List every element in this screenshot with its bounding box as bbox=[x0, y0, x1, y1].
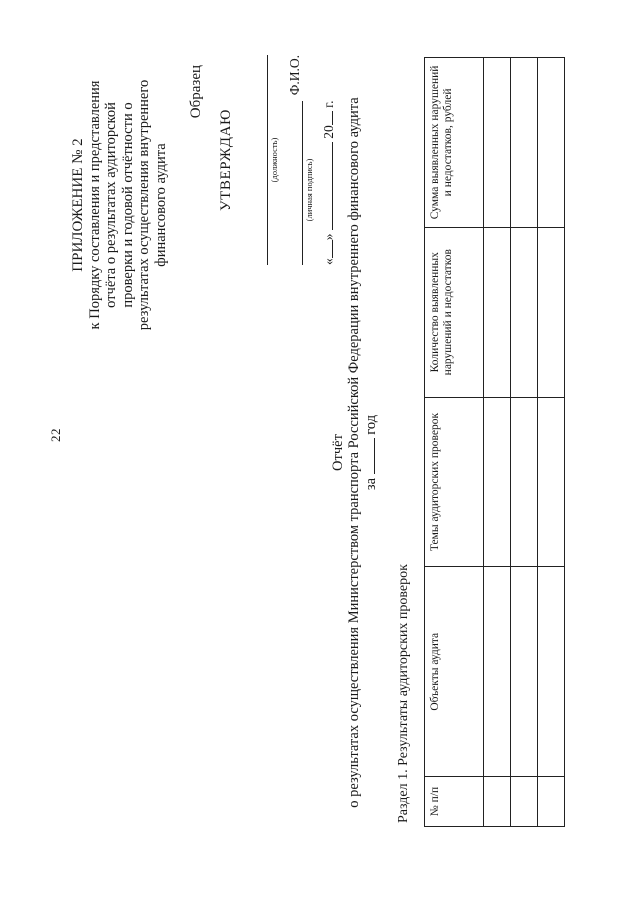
table-cell bbox=[484, 58, 511, 228]
appendix-line: результатах осуществления внутреннего bbox=[136, 79, 152, 331]
table-header-row bbox=[425, 58, 484, 827]
column-header-topics: Темы аудиторских проверок bbox=[425, 397, 484, 567]
section-title: Раздел 1. Результаты аудиторских проверок bbox=[396, 564, 411, 823]
fio-label: Ф.И.О. bbox=[287, 55, 302, 96]
table-cell bbox=[538, 777, 565, 827]
quote-close: » bbox=[321, 233, 336, 241]
sample-label: Образец bbox=[188, 65, 204, 119]
table-cell bbox=[511, 567, 538, 777]
table-cell bbox=[484, 567, 511, 777]
table-cell bbox=[511, 777, 538, 827]
table-cell bbox=[511, 227, 538, 397]
table-cell bbox=[538, 227, 565, 397]
report-year-prefix: за bbox=[363, 477, 379, 491]
report-year-suffix: год bbox=[363, 414, 379, 435]
table-cell bbox=[484, 227, 511, 397]
table-cell bbox=[538, 397, 565, 567]
table-row bbox=[511, 58, 538, 827]
appendix-line: отчёта о результатах аудиторской bbox=[103, 102, 119, 308]
report-year-blank bbox=[362, 438, 375, 474]
report-year bbox=[362, 0, 379, 905]
approval-title: УТВЕРЖДАЮ bbox=[218, 108, 234, 212]
table-cell bbox=[484, 397, 511, 567]
page-number: 22 bbox=[48, 428, 63, 442]
audit-results-table bbox=[424, 57, 565, 827]
appendix-line: проверки и годовой отчётности о bbox=[119, 102, 136, 308]
position-line bbox=[253, 55, 268, 265]
signature-line bbox=[288, 101, 303, 265]
table-row bbox=[538, 58, 565, 827]
table-cell bbox=[484, 777, 511, 827]
column-header-objects: Объекты аудита bbox=[425, 567, 484, 777]
report-title: Отчёт bbox=[330, 434, 346, 471]
column-header-violations-count: Количество выявленных нарушений и недостатков bbox=[425, 227, 484, 397]
appendix-title: ПРИЛОЖЕНИЕ № 2 bbox=[70, 138, 86, 272]
table-cell bbox=[538, 58, 565, 228]
report-subtitle: о результатах осуществления Министерством транспорта Российской Федерации внутреннего финансового аудита bbox=[346, 97, 362, 808]
table-row bbox=[484, 58, 511, 827]
signature-hint: (личная подпись) bbox=[304, 158, 314, 222]
table-cell bbox=[511, 58, 538, 228]
position-hint: (должность) bbox=[269, 137, 279, 183]
column-header-violations-sum: Сумма выявленных нарушений и недостатков, рублей bbox=[425, 58, 484, 228]
table-cell bbox=[511, 397, 538, 567]
signature-row bbox=[287, 55, 303, 265]
approval-block bbox=[218, 55, 337, 265]
report-title-block bbox=[330, 0, 379, 905]
appendix-line: финансового аудита bbox=[152, 143, 169, 267]
table-cell bbox=[538, 567, 565, 777]
year-prefix: 20 bbox=[321, 125, 336, 139]
quote-open: « bbox=[321, 258, 336, 265]
appendix-line: к Порядку составления и представления bbox=[86, 80, 103, 330]
year-suffix: г. bbox=[321, 100, 336, 108]
column-header-number: № п/п bbox=[425, 777, 484, 827]
appendix-block bbox=[70, 65, 169, 345]
